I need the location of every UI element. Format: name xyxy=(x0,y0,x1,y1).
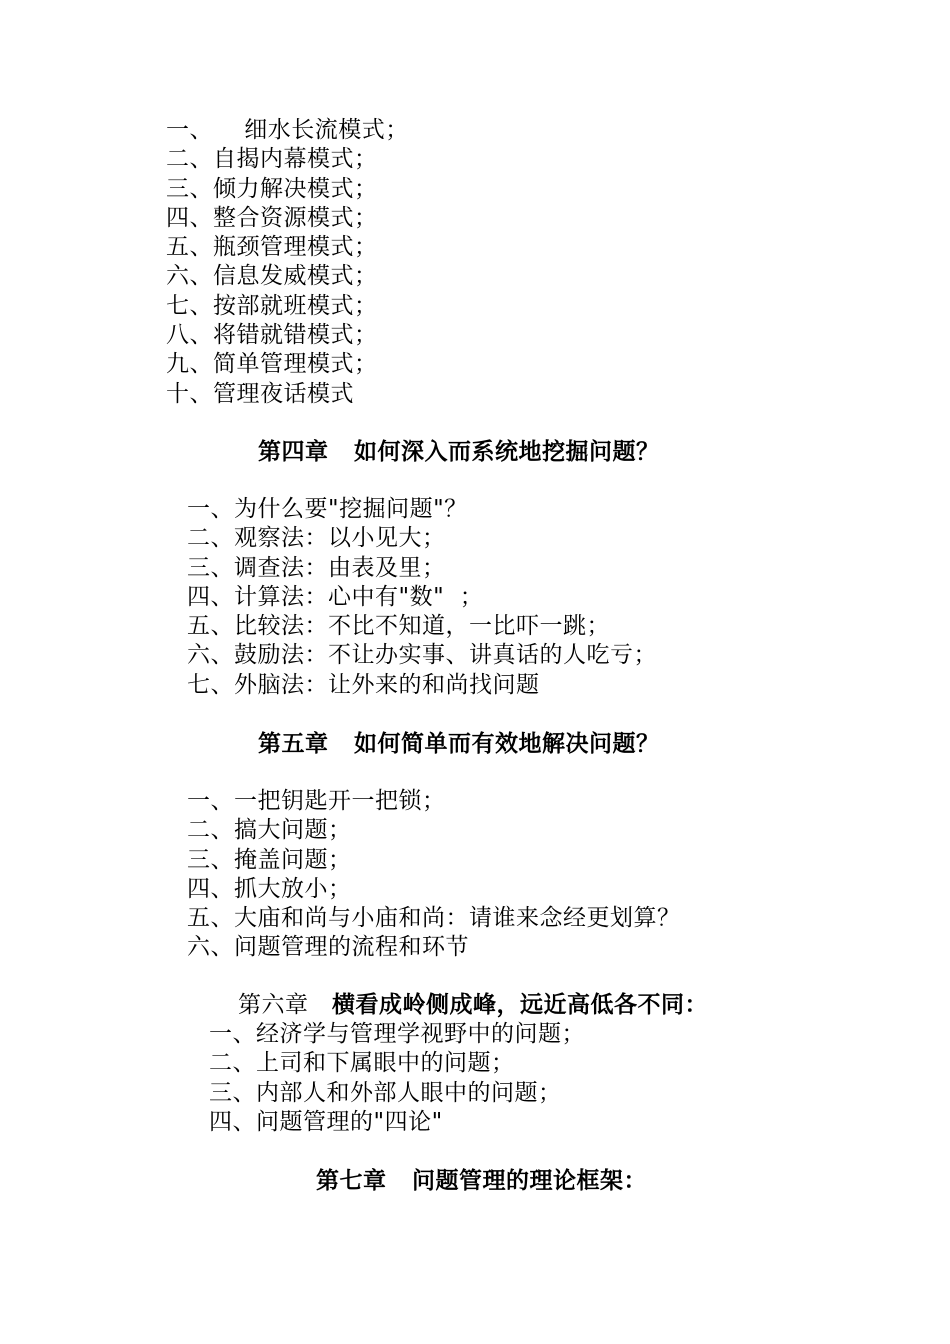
chapter-5-list xyxy=(187,787,681,963)
list-item: 三、倾力解决模式； xyxy=(166,175,378,202)
list-item: 七、按部就班模式； xyxy=(166,292,378,319)
chapter-6-list xyxy=(209,1020,585,1137)
list-item: 二、上司和下属眼中的问题； xyxy=(209,1050,515,1077)
chapter-4-list xyxy=(187,495,657,700)
list-item: 三、掩盖问题； xyxy=(187,846,352,873)
chapter-6-title: 横看成岭侧成峰，远近高低各不同： xyxy=(331,992,708,1018)
list-item: 六、问题管理的流程和环节 xyxy=(187,934,469,961)
list-item: 五、大庙和尚与小庙和尚：请谁来念经更划算？ xyxy=(187,905,681,932)
chapter-7-heading: 第七章 问题管理的理论框架： xyxy=(316,1168,648,1194)
list-item: 五、比较法：不比不知道，一比吓一跳； xyxy=(187,613,610,640)
list-item: 三、内部人和外部人眼中的问题； xyxy=(209,1079,562,1106)
list-item: 一、 细水长流模式； xyxy=(166,117,409,143)
list-item: 一、一把钥匙开一把锁； xyxy=(187,788,446,814)
model-list xyxy=(166,116,409,409)
list-item: 九、简单管理模式； xyxy=(166,351,378,378)
list-item: 一、经济学与管理学视野中的问题； xyxy=(209,1021,585,1047)
list-item: 五、瓶颈管理模式； xyxy=(166,234,378,261)
list-item: 六、信息发威模式； xyxy=(166,263,378,290)
list-item: 四、计算法：心中有"数" ； xyxy=(187,583,484,610)
list-item: 一、为什么要"挖掘问题"？ xyxy=(187,496,468,522)
chapter-4-heading: 第四章 如何深入而系统地挖掘问题？ xyxy=(258,439,660,465)
list-item: 四、整合资源模式； xyxy=(166,204,378,231)
list-item: 四、抓大放小； xyxy=(187,875,352,902)
list-item: 二、自揭内幕模式； xyxy=(166,146,378,173)
chapter-6-label: 第六章 xyxy=(238,992,332,1018)
list-item: 二、搞大问题； xyxy=(187,817,352,844)
list-item: 四、问题管理的"四论" xyxy=(209,1108,443,1135)
list-item: 十、管理夜话模式 xyxy=(166,380,354,407)
list-item: 三、调查法：由表及里； xyxy=(187,554,446,581)
list-item: 七、外脑法：让外来的和尚找问题 xyxy=(187,671,540,698)
list-item: 二、观察法：以小见大； xyxy=(187,525,446,552)
list-item: 六、鼓励法：不让办实事、讲真话的人吃亏； xyxy=(187,642,657,669)
list-item: 八、将错就错模式； xyxy=(166,322,378,349)
chapter-5-heading: 第五章 如何简单而有效地解决问题？ xyxy=(258,731,660,757)
chapter-6-heading xyxy=(238,990,708,1020)
